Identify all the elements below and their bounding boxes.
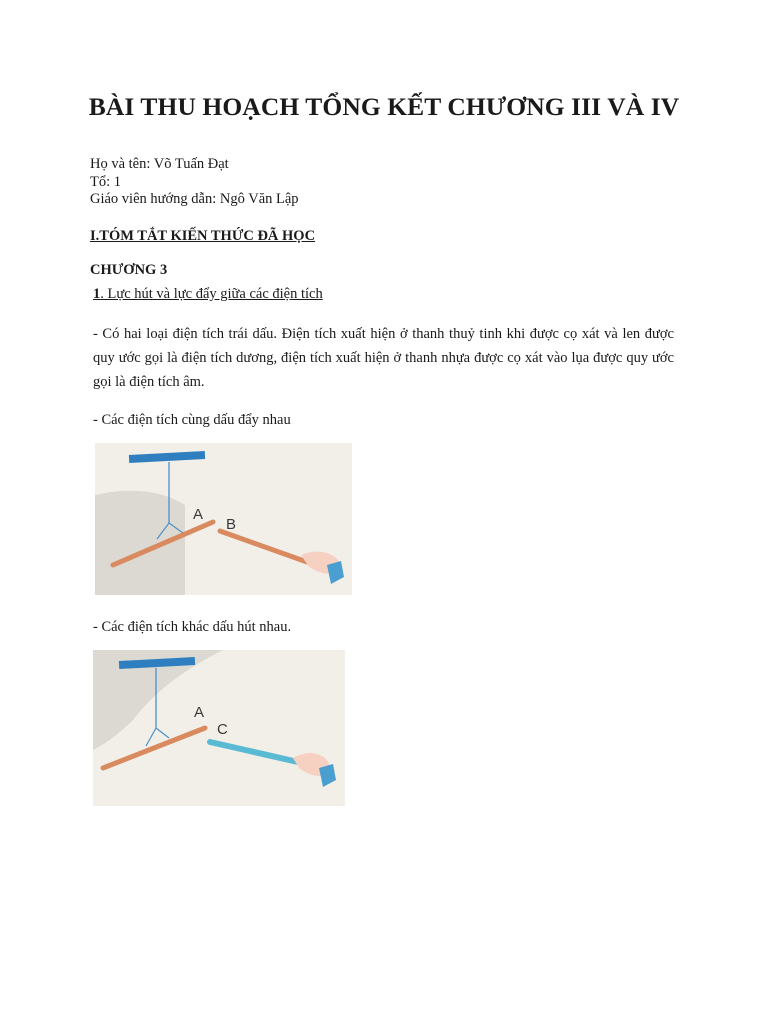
document-title: BÀI THU HOẠCH TỔNG KẾT CHƯƠNG III VÀ IV bbox=[88, 92, 680, 121]
label-b: B bbox=[226, 516, 237, 533]
subheading-text: . Lực hút và lực đẩy giữa các điện tích bbox=[100, 286, 323, 302]
student-name-line: Họ và tên: Võ Tuấn Đạt bbox=[90, 156, 229, 172]
section-heading: I.TÓM TẮT KIẾN THỨC ĐÃ HỌC bbox=[90, 228, 316, 244]
subheading bbox=[93, 286, 323, 303]
paragraph-like-charges: - Các điện tích cùng dấu đẩy nhau bbox=[93, 412, 291, 428]
label-c: C bbox=[217, 721, 228, 738]
group-line: Tổ: 1 bbox=[90, 173, 122, 190]
chapter-heading: CHƯƠNG 3 bbox=[90, 262, 168, 278]
label-a: A bbox=[194, 704, 205, 721]
label-a: A bbox=[193, 506, 204, 523]
paragraph-charge-types: - Có hai loại điện tích trái dấu. Điện tích xuất hiện ở thanh thuỷ tinh khi được cọ xát và len được quy ước gọi là điện tích dương, điện tích xuất hiện ở thanh nhựa được cọ xát vào lụa được quy ước gọi là điện tích âm. bbox=[93, 326, 674, 390]
student-info bbox=[90, 156, 299, 209]
figure-attraction bbox=[93, 650, 345, 806]
paragraph-unlike-charges: - Các điện tích khác dấu hút nhau. bbox=[93, 619, 292, 635]
subheading-number: 1 bbox=[93, 286, 101, 302]
figure-repulsion bbox=[95, 443, 352, 595]
figure-shadow bbox=[95, 491, 185, 595]
teacher-line: Giáo viên hướng dẫn: Ngô Văn Lập bbox=[90, 191, 299, 207]
